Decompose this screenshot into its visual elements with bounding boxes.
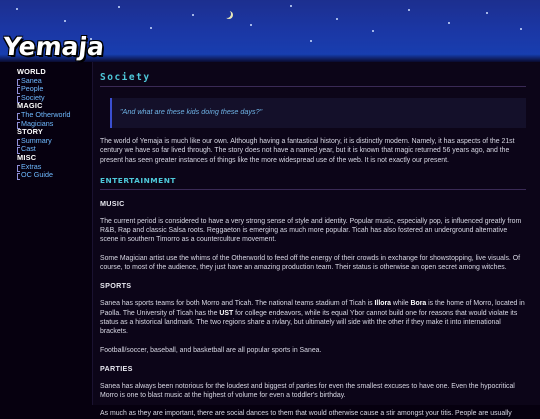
music-paragraph-2: Some Magician artist use the whims of the Otherworld to feed off the energy of their crowds in exchange for showstopping, live visuals. Of course, to most of the audience, they just have an amazing production team. Their status is otherwise an open secret among witches.: [100, 254, 521, 272]
sports-text: is the home of Morro, located in Paolla. The University of Ticah has the: [100, 300, 525, 317]
quote-box: "And what are these kids doing these days?": [110, 98, 526, 128]
section-heading-entertainment: ENTERTAINMENT: [100, 176, 526, 190]
site-header: [0, 0, 540, 62]
sub-heading-music: MUSIC: [100, 198, 125, 208]
sports-paragraph-1: [100, 299, 526, 336]
sub-heading-parties: PARTIES: [100, 363, 133, 373]
bold-illora: Illora: [374, 300, 391, 308]
bold-ust: UST: [219, 309, 234, 317]
sports-text: while: [390, 300, 411, 308]
sidebar-item-cast[interactable]: Cast: [17, 145, 92, 154]
sidebar-nav: [17, 68, 92, 180]
intro-paragraph: The world of Yemaja is much like our own. Although having a fantastical history, it is distinctly modern. Namely, it has aspects of the 21st century we have so far lived through. The story does not have a named year, but it is known that magic returned 56 years ago, and the present has seen greater instances of things like the more widespread use of the web. It is not exactly our present.: [100, 138, 515, 164]
nav-section-story: STORY: [17, 127, 44, 137]
site-logo[interactable]: Yemaja: [1, 32, 106, 61]
sub-heading-sports: SPORTS: [100, 281, 132, 291]
star-decoration: [192, 14, 194, 16]
star-decoration: [520, 28, 522, 30]
nav-section-misc: MISC: [17, 152, 37, 162]
sidebar-item-people[interactable]: People: [17, 85, 92, 94]
star-decoration: [250, 24, 252, 26]
sidebar-item-sanea[interactable]: Sanea: [17, 77, 92, 86]
star-decoration: [16, 8, 18, 10]
star-decoration: [486, 12, 488, 14]
nav-section-world: WORLD: [17, 67, 46, 76]
star-decoration: [310, 40, 312, 42]
star-decoration: [372, 30, 374, 32]
star-decoration: [336, 18, 338, 20]
sidebar-item-summary[interactable]: Summary: [17, 137, 92, 146]
parties-paragraph-2: As much as they are important, there are social dances to them that would otherwise cause a stir amongst your titis. People are usually: [100, 410, 512, 418]
main-content[interactable]: [92, 62, 540, 418]
star-decoration: [408, 9, 410, 11]
sports-text: for college endeavors, while its equal Ybor cannot build one for reasons that would violate its status as a historical landmark. The two regions share a rivlary, but ultimately will side with the other if they make it into international brackets.: [100, 309, 518, 336]
star-decoration: [448, 22, 450, 24]
star-decoration: [64, 20, 66, 22]
sidebar-item-otherworld[interactable]: The Otherworld: [17, 111, 92, 120]
sports-paragraph-2: Football/soccer, baseball, and basketball are all popular sports in Sanea.: [100, 346, 322, 354]
moon-icon: [223, 10, 231, 18]
star-decoration: [290, 5, 292, 7]
sidebar-item-society[interactable]: Society: [17, 94, 92, 103]
star-decoration: [118, 6, 120, 8]
page-title: Society: [100, 72, 526, 87]
bold-bora: Bora: [410, 300, 427, 308]
music-paragraph-1: The current period is considered to have a very strong sense of style and identity. Popular music, especially pop, is influenced greatly from R&B, Rap and classic Salsa roots. Reggaeton is emerging as much more popular. Ticah has also fostered an underground alternative scene in southern Timorro as a counterculture movement.: [100, 217, 522, 244]
nav-section-magic: MAGIC: [17, 101, 43, 111]
parties-paragraph-1: Sanea has always been notorious for the loudest and biggest of parties for even the smallest excuses to have one. Even the hypocritical Morro is one to blast music at the highest of volume for even a toddler's birthday.: [100, 382, 515, 400]
sidebar-item-extras[interactable]: Extras: [17, 163, 92, 172]
sports-text: Sanea has sports teams for both Morro and Ticah. The national teams stadium of Ticah is: [100, 300, 375, 308]
content-area: [100, 72, 526, 419]
sidebar-item-magicians[interactable]: Magicians: [17, 120, 92, 129]
sidebar-item-oc-guide[interactable]: OC Guide: [17, 171, 92, 180]
star-decoration: [150, 27, 152, 29]
